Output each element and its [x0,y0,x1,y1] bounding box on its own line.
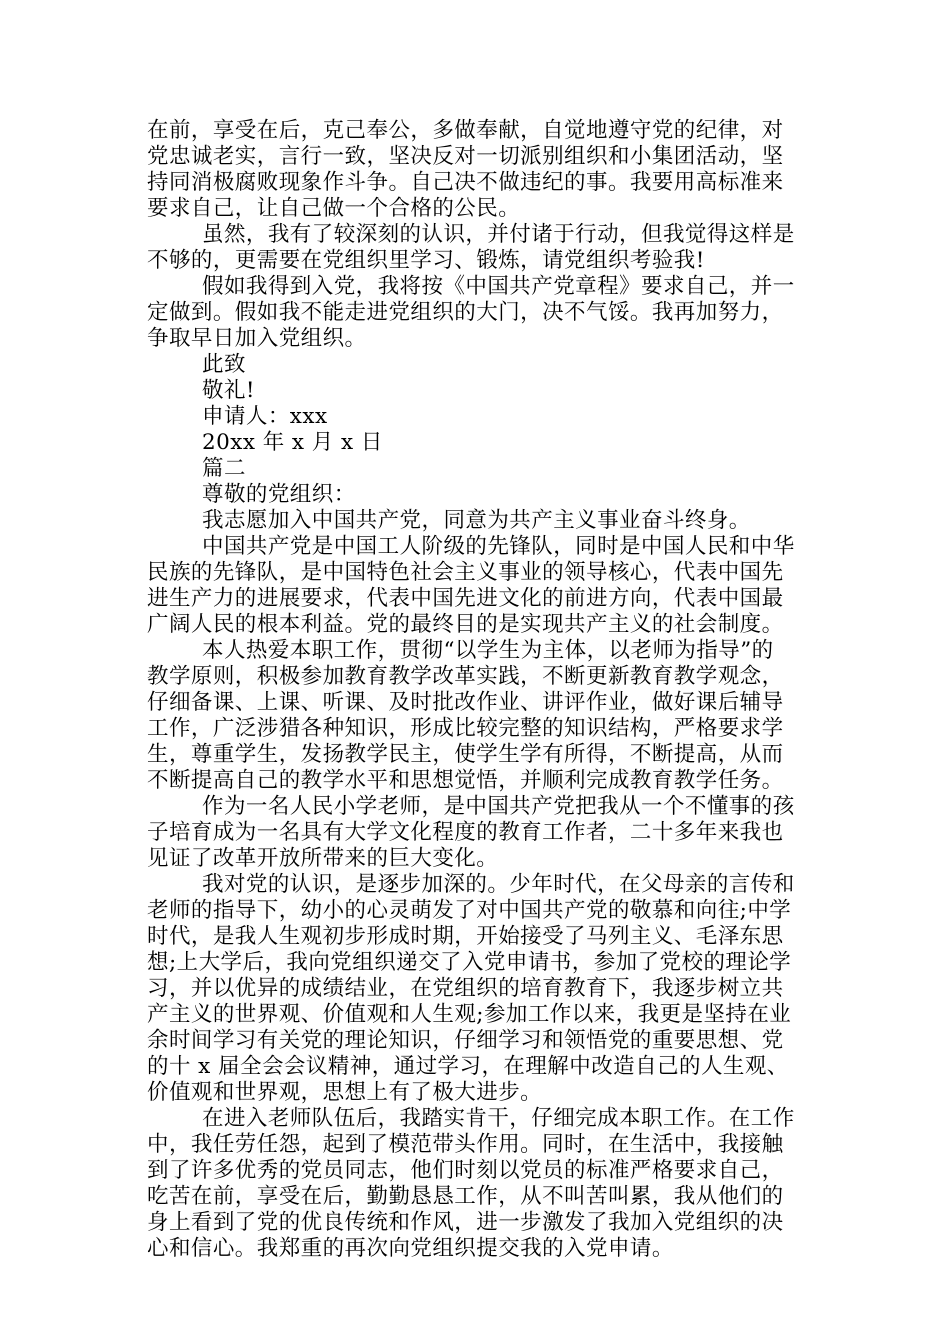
text-line: 时代，是我人生观初步形成时期，开始接受了马列主义、毛泽东思 [147,924,784,949]
text-line: 持同消极腐败现象作斗争。自己决不做违纪的事。我要用高标准来 [147,170,784,195]
text-line: 要求自己，让自己做一个合格的公民。 [147,196,521,221]
text-line: 此致 [202,352,246,377]
text-line: 尊敬的党组织： [202,482,356,507]
text-line: 假如我得到入党，我将按《中国共产党章程》要求自己，并一 [202,274,795,299]
text-line: 见证了改革开放所带来的巨大变化。 [147,846,499,871]
text-line: 老师的指导下，幼小的心灵萌发了对中国共产党的敬慕和向往;中学 [147,898,792,923]
text-line: 不够的，更需要在党组织里学习、锻炼，请党组织考验我! [147,248,705,273]
text-line: 虽然，我有了较深刻的认识，并付诸于行动，但我觉得这样是 [202,222,795,247]
text-line: 争取早日加入党组织。 [147,326,367,351]
text-line: 20xx 年 x 月 x 日 [202,430,383,455]
text-line: 身上看到了党的优良传统和作风，进一步激发了我加入党组织的决 [147,1210,784,1235]
text-line: 民族的先锋队，是中国特色社会主义事业的领导核心，代表中国先 [147,560,784,585]
text-line: 教学原则，积极参加教育教学改革实践，不断更新教育教学观念， [147,664,784,689]
text-line: 广阔人民的根本利益。党的最终目的是实现共产主义的社会制度。 [147,612,784,637]
text-line: 中，我任劳任怨，起到了模范带头作用。同时，在生活中，我接触 [147,1132,784,1157]
text-line: 余时间学习有关党的理论知识，仔细学习和领悟党的重要思想、党 [147,1028,784,1053]
text-line: 敬礼! [202,378,255,403]
text-line: 在前，享受在后，克己奉公，多做奉献，自觉地遵守党的纪律，对 [147,118,784,143]
text-line: 的十 x 届全会会议精神，通过学习，在理解中改造自己的人生观、 [147,1054,789,1079]
text-line: 申请人：xxx [202,404,328,429]
text-line: 到了许多优秀的党员同志，他们时刻以党员的标准严格要求自己， [147,1158,784,1183]
text-line: 本人热爱本职工作，贯彻“以学生为主体，以老师为指导”的 [202,638,774,663]
document-page [147,118,811,1262]
text-line: 在进入老师队伍后，我踏实肯干，仔细完成本职工作。在工作 [202,1106,795,1131]
text-line: 子培育成为一名具有大学文化程度的教育工作者，二十多年来我也 [147,820,784,845]
text-line: 想;上大学后，我向党组织递交了入党申请书，参加了党校的理论学 [147,950,792,975]
text-line: 生，尊重学生，发扬教学民主，使学生学有所得，不断提高，从而 [147,742,784,767]
text-line: 仔细备课、上课、听课、及时批改作业、讲评作业，做好课后辅导 [147,690,784,715]
text-line: 不断提高自己的教学水平和思想觉悟，并顺利完成教育教学任务。 [147,768,784,793]
text-line: 中国共产党是中国工人阶级的先锋队，同时是中国人民和中华 [202,534,795,559]
text-line: 工作，广泛涉猎各种知识，形成比较完整的知识结构，严格要求学 [147,716,784,741]
text-line: 产主义的世界观、价值观和人生观;参加工作以来，我更是坚持在业 [147,1002,792,1027]
text-line: 习，并以优异的成绩结业，在党组织的培育教育下，我逐步树立共 [147,976,784,1001]
text-line: 心和信心。我郑重的再次向党组织提交我的入党申请。 [147,1236,674,1261]
text-line: 价值观和世界观，思想上有了极大进步。 [147,1080,543,1105]
text-line: 我志愿加入中国共产党，同意为共产主义事业奋斗终身。 [202,508,751,533]
text-line: 党忠诚老实，言行一致，坚决反对一切派别组织和小集团活动，坚 [147,144,784,169]
text-line: 我对党的认识，是逐步加深的。少年时代，在父母亲的言传和 [202,872,795,897]
text-line: 吃苦在前，享受在后，勤勤恳恳工作，从不叫苦叫累，我从他们的 [147,1184,784,1209]
text-line: 篇二 [202,456,246,481]
text-line: 进生产力的进展要求，代表中国先进文化的前进方向，代表中国最 [147,586,784,611]
text-line: 作为一名人民小学老师，是中国共产党把我从一个不懂事的孩 [202,794,795,819]
text-line: 定做到。假如我不能走进党组织的大门，决不气馁。我再加努力， [147,300,784,325]
